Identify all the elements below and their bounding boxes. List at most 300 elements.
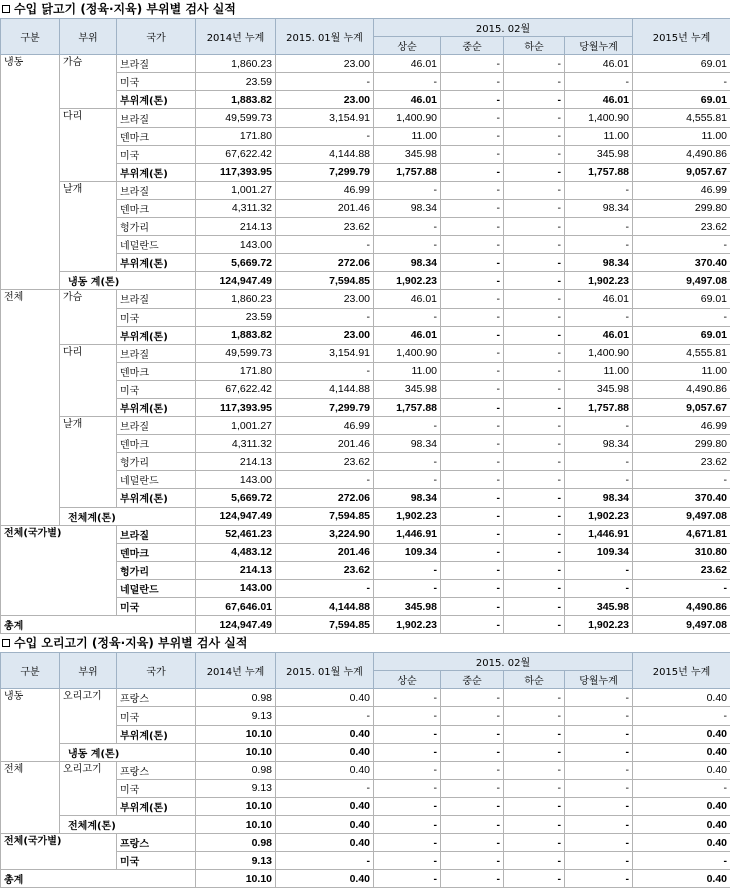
- country-cell: 미국: [117, 852, 196, 870]
- value-cell: 1,446.91: [374, 525, 441, 543]
- value-cell: -: [504, 308, 565, 326]
- value-cell: -: [504, 870, 565, 888]
- chicken-table-title: 수입 닭고기 (정육·지육) 부위별 검사 실적: [0, 0, 730, 18]
- value-cell: -: [633, 852, 730, 870]
- subtotal-label: 전체계(톤): [60, 507, 196, 525]
- value-cell: -: [565, 417, 633, 435]
- value-cell: -: [565, 561, 633, 579]
- table-row: [1, 870, 730, 888]
- value-cell: 0.98: [196, 761, 276, 779]
- value-cell: 3,154.91: [276, 109, 374, 127]
- value-cell: -: [276, 308, 374, 326]
- value-cell: -: [374, 236, 441, 254]
- value-cell: 0.40: [633, 797, 730, 815]
- value-cell: 23.00: [276, 326, 374, 344]
- value-cell: 0.98: [196, 834, 276, 852]
- category-cell: 냉동: [1, 55, 60, 290]
- value-cell: 69.01: [633, 326, 730, 344]
- table-row: [1, 272, 730, 290]
- table-row: [1, 834, 730, 852]
- value-cell: 1,860.23: [196, 55, 276, 73]
- value-cell: -: [374, 779, 441, 797]
- value-cell: -: [633, 308, 730, 326]
- value-cell: -: [633, 707, 730, 725]
- country-cell: 프랑스: [117, 761, 196, 779]
- value-cell: -: [504, 91, 565, 109]
- value-cell: -: [441, 163, 504, 181]
- value-cell: -: [441, 507, 504, 525]
- value-cell: -: [374, 725, 441, 743]
- value-cell: -: [565, 308, 633, 326]
- table-row: [1, 344, 730, 362]
- value-cell: 117,393.95: [196, 163, 276, 181]
- value-cell: -: [441, 109, 504, 127]
- value-cell: 1,902.23: [374, 507, 441, 525]
- value-cell: -: [504, 797, 565, 815]
- value-cell: -: [504, 127, 565, 145]
- header-mid: 중순: [441, 671, 504, 689]
- value-cell: -: [504, 163, 565, 181]
- value-cell: -: [504, 145, 565, 163]
- value-cell: -: [441, 598, 504, 616]
- table-row: [1, 816, 730, 834]
- value-cell: -: [441, 181, 504, 199]
- value-cell: 10.10: [196, 816, 276, 834]
- value-cell: 1,001.27: [196, 417, 276, 435]
- value-cell: -: [504, 181, 565, 199]
- value-cell: 1,757.88: [374, 163, 441, 181]
- value-cell: 98.34: [374, 435, 441, 453]
- value-cell: -: [504, 761, 565, 779]
- value-cell: -: [565, 725, 633, 743]
- value-cell: 46.01: [374, 326, 441, 344]
- value-cell: 23.62: [276, 218, 374, 236]
- country-cell: 덴마크: [117, 127, 196, 145]
- value-cell: 69.01: [633, 290, 730, 308]
- value-cell: -: [441, 579, 504, 597]
- value-cell: 3,154.91: [276, 344, 374, 362]
- value-cell: -: [441, 308, 504, 326]
- value-cell: 299.80: [633, 435, 730, 453]
- value-cell: -: [504, 689, 565, 707]
- value-cell: -: [633, 579, 730, 597]
- value-cell: -: [441, 471, 504, 489]
- value-cell: 4,555.81: [633, 109, 730, 127]
- header-2015-jan-cumulative: 2015. 01월 누계: [276, 19, 374, 55]
- value-cell: 98.34: [374, 254, 441, 272]
- value-cell: 69.01: [633, 91, 730, 109]
- header-2014-cumulative: 2014년 누계: [196, 653, 276, 689]
- value-cell: 1,902.23: [374, 616, 441, 634]
- value-cell: -: [374, 743, 441, 761]
- value-cell: 124,947.49: [196, 507, 276, 525]
- value-cell: 0.40: [276, 797, 374, 815]
- value-cell: 201.46: [276, 435, 374, 453]
- value-cell: -: [504, 725, 565, 743]
- value-cell: -: [374, 471, 441, 489]
- country-cell: 네덜란드: [117, 236, 196, 254]
- subtotal-label: 전체계(톤): [60, 816, 196, 834]
- value-cell: 49,599.73: [196, 344, 276, 362]
- part-cell: 날개: [60, 417, 117, 507]
- value-cell: 272.06: [276, 489, 374, 507]
- value-cell: -: [276, 579, 374, 597]
- value-cell: -: [441, 453, 504, 471]
- value-cell: 4,555.81: [633, 344, 730, 362]
- table-row: [1, 689, 730, 707]
- value-cell: -: [441, 797, 504, 815]
- header-month-cumulative: 당월누계: [565, 37, 633, 55]
- part-subtotal-label: 부위계(톤): [117, 254, 196, 272]
- value-cell: -: [504, 616, 565, 634]
- value-cell: -: [504, 55, 565, 73]
- value-cell: -: [374, 834, 441, 852]
- value-cell: -: [276, 236, 374, 254]
- value-cell: 11.00: [633, 127, 730, 145]
- value-cell: -: [374, 181, 441, 199]
- value-cell: -: [276, 707, 374, 725]
- country-cell: 프랑스: [117, 834, 196, 852]
- value-cell: -: [374, 453, 441, 471]
- category-cell: 냉동: [1, 689, 60, 761]
- value-cell: 143.00: [196, 579, 276, 597]
- value-cell: -: [565, 797, 633, 815]
- value-cell: 98.34: [565, 435, 633, 453]
- country-cell: 네덜란드: [117, 579, 196, 597]
- value-cell: -: [504, 344, 565, 362]
- value-cell: 1,902.23: [565, 507, 633, 525]
- table-row: [1, 417, 730, 435]
- value-cell: 5,669.72: [196, 254, 276, 272]
- value-cell: 214.13: [196, 218, 276, 236]
- value-cell: 4,311.32: [196, 435, 276, 453]
- value-cell: 214.13: [196, 561, 276, 579]
- value-cell: -: [633, 779, 730, 797]
- value-cell: 109.34: [374, 543, 441, 561]
- part-subtotal-label: 부위계(톤): [117, 489, 196, 507]
- value-cell: 1,902.23: [565, 616, 633, 634]
- value-cell: -: [504, 254, 565, 272]
- header-2015-feb: 2015. 02월: [374, 653, 633, 671]
- value-cell: 52,461.23: [196, 525, 276, 543]
- value-cell: 1,757.88: [565, 163, 633, 181]
- value-cell: 10.10: [196, 797, 276, 815]
- country-cell: 미국: [117, 145, 196, 163]
- chicken-inspection-table: [0, 18, 730, 634]
- value-cell: -: [374, 707, 441, 725]
- value-cell: -: [441, 689, 504, 707]
- value-cell: -: [374, 816, 441, 834]
- value-cell: -: [441, 272, 504, 290]
- value-cell: -: [374, 761, 441, 779]
- part-subtotal-label: 부위계(톤): [117, 91, 196, 109]
- value-cell: -: [374, 579, 441, 597]
- value-cell: -: [565, 870, 633, 888]
- value-cell: -: [565, 218, 633, 236]
- value-cell: 46.99: [276, 181, 374, 199]
- value-cell: 4,311.32: [196, 199, 276, 217]
- header-2015-cumulative: 2015년 누계: [633, 653, 730, 689]
- country-cell: 브라질: [117, 109, 196, 127]
- value-cell: 0.40: [633, 689, 730, 707]
- value-cell: -: [504, 73, 565, 91]
- country-cell: 미국: [117, 73, 196, 91]
- value-cell: 1,757.88: [565, 398, 633, 416]
- value-cell: -: [441, 199, 504, 217]
- value-cell: -: [441, 326, 504, 344]
- value-cell: -: [374, 218, 441, 236]
- category-cell: 전체(국가별): [1, 834, 117, 870]
- value-cell: -: [565, 689, 633, 707]
- country-cell: 덴마크: [117, 435, 196, 453]
- value-cell: 11.00: [374, 362, 441, 380]
- value-cell: -: [504, 543, 565, 561]
- value-cell: 109.34: [565, 543, 633, 561]
- table-row: [1, 761, 730, 779]
- country-cell: 브라질: [117, 525, 196, 543]
- grand-total-label: 총계: [1, 616, 196, 634]
- value-cell: 345.98: [374, 598, 441, 616]
- value-cell: 46.01: [374, 290, 441, 308]
- value-cell: 49,599.73: [196, 109, 276, 127]
- value-cell: 0.40: [633, 834, 730, 852]
- value-cell: -: [565, 181, 633, 199]
- value-cell: 7,594.85: [276, 507, 374, 525]
- part-cell: 날개: [60, 181, 117, 271]
- value-cell: 7,594.85: [276, 616, 374, 634]
- value-cell: 46.01: [565, 91, 633, 109]
- value-cell: -: [374, 417, 441, 435]
- part-subtotal-label: 부위계(톤): [117, 725, 196, 743]
- value-cell: 214.13: [196, 453, 276, 471]
- value-cell: 310.80: [633, 543, 730, 561]
- value-cell: 0.40: [276, 743, 374, 761]
- value-cell: -: [276, 779, 374, 797]
- value-cell: -: [504, 199, 565, 217]
- table-row: [1, 290, 730, 308]
- value-cell: -: [504, 362, 565, 380]
- value-cell: -: [504, 779, 565, 797]
- value-cell: 4,144.88: [276, 380, 374, 398]
- value-cell: 0.40: [276, 834, 374, 852]
- value-cell: -: [374, 308, 441, 326]
- value-cell: 0.40: [633, 725, 730, 743]
- value-cell: -: [565, 779, 633, 797]
- value-cell: 4,144.88: [276, 145, 374, 163]
- value-cell: 23.62: [633, 561, 730, 579]
- value-cell: -: [441, 145, 504, 163]
- value-cell: 98.34: [565, 199, 633, 217]
- value-cell: 1,757.88: [374, 398, 441, 416]
- value-cell: -: [565, 707, 633, 725]
- value-cell: 46.01: [374, 55, 441, 73]
- value-cell: 4,490.86: [633, 598, 730, 616]
- value-cell: -: [441, 543, 504, 561]
- value-cell: -: [504, 380, 565, 398]
- category-cell: 전체: [1, 290, 60, 525]
- value-cell: 124,947.49: [196, 272, 276, 290]
- value-cell: -: [504, 326, 565, 344]
- header-early: 상순: [374, 37, 441, 55]
- header-part: 부위: [60, 653, 117, 689]
- duck-table-body: [1, 689, 730, 888]
- header-category: 구분: [1, 19, 60, 55]
- value-cell: -: [504, 398, 565, 416]
- value-cell: -: [504, 525, 565, 543]
- value-cell: 10.10: [196, 725, 276, 743]
- value-cell: -: [504, 561, 565, 579]
- value-cell: 10.10: [196, 870, 276, 888]
- category-cell: 전체: [1, 761, 60, 833]
- value-cell: 9.13: [196, 852, 276, 870]
- part-cell: 다리: [60, 344, 117, 416]
- value-cell: -: [504, 236, 565, 254]
- value-cell: 1,446.91: [565, 525, 633, 543]
- value-cell: 23.62: [633, 218, 730, 236]
- country-cell: 미국: [117, 380, 196, 398]
- value-cell: 46.99: [633, 181, 730, 199]
- value-cell: 23.00: [276, 55, 374, 73]
- value-cell: 46.99: [633, 417, 730, 435]
- value-cell: -: [441, 127, 504, 145]
- value-cell: -: [565, 834, 633, 852]
- value-cell: 0.40: [276, 816, 374, 834]
- value-cell: 11.00: [374, 127, 441, 145]
- value-cell: -: [565, 236, 633, 254]
- value-cell: -: [441, 489, 504, 507]
- subtotal-label: 냉동 계(톤): [60, 743, 196, 761]
- value-cell: 1,400.90: [565, 344, 633, 362]
- value-cell: 345.98: [374, 380, 441, 398]
- value-cell: -: [441, 73, 504, 91]
- header-late: 하순: [504, 671, 565, 689]
- value-cell: -: [441, 525, 504, 543]
- value-cell: -: [441, 362, 504, 380]
- header-country: 국가: [117, 19, 196, 55]
- value-cell: 23.62: [276, 561, 374, 579]
- value-cell: -: [565, 73, 633, 91]
- value-cell: -: [633, 73, 730, 91]
- value-cell: 98.34: [565, 489, 633, 507]
- value-cell: -: [374, 870, 441, 888]
- value-cell: 0.40: [633, 743, 730, 761]
- country-cell: 덴마크: [117, 362, 196, 380]
- value-cell: 0.40: [633, 816, 730, 834]
- value-cell: -: [565, 743, 633, 761]
- value-cell: -: [504, 435, 565, 453]
- table-row: [1, 743, 730, 761]
- country-cell: 브라질: [117, 55, 196, 73]
- value-cell: -: [504, 507, 565, 525]
- value-cell: -: [504, 218, 565, 236]
- value-cell: -: [276, 471, 374, 489]
- value-cell: 9,057.67: [633, 398, 730, 416]
- duck-inspection-table: [0, 652, 730, 888]
- value-cell: -: [504, 743, 565, 761]
- value-cell: -: [504, 290, 565, 308]
- value-cell: 4,490.86: [633, 380, 730, 398]
- value-cell: 370.40: [633, 489, 730, 507]
- header-part: 부위: [60, 19, 117, 55]
- value-cell: -: [276, 127, 374, 145]
- duck-table-title: 수입 오리고기 (정육·지육) 부위별 검사 실적: [0, 634, 730, 652]
- value-cell: -: [441, 417, 504, 435]
- part-subtotal-label: 부위계(톤): [117, 797, 196, 815]
- value-cell: -: [565, 453, 633, 471]
- value-cell: -: [504, 707, 565, 725]
- value-cell: -: [441, 435, 504, 453]
- value-cell: 201.46: [276, 199, 374, 217]
- header-2014-cumulative: 2014년 누계: [196, 19, 276, 55]
- value-cell: -: [441, 561, 504, 579]
- value-cell: 9.13: [196, 707, 276, 725]
- value-cell: -: [276, 362, 374, 380]
- value-cell: 171.80: [196, 362, 276, 380]
- value-cell: 201.46: [276, 543, 374, 561]
- value-cell: 0.40: [633, 761, 730, 779]
- value-cell: -: [276, 73, 374, 91]
- value-cell: 272.06: [276, 254, 374, 272]
- table-row: [1, 181, 730, 199]
- value-cell: 67,646.01: [196, 598, 276, 616]
- country-cell: 네덜란드: [117, 471, 196, 489]
- value-cell: 4,490.86: [633, 145, 730, 163]
- value-cell: -: [441, 254, 504, 272]
- value-cell: -: [374, 852, 441, 870]
- country-cell: 덴마크: [117, 199, 196, 217]
- value-cell: -: [441, 290, 504, 308]
- value-cell: -: [441, 870, 504, 888]
- value-cell: -: [441, 55, 504, 73]
- value-cell: 23.59: [196, 308, 276, 326]
- value-cell: -: [504, 816, 565, 834]
- header-country: 국가: [117, 653, 196, 689]
- value-cell: 9,497.08: [633, 507, 730, 525]
- country-cell: 미국: [117, 779, 196, 797]
- value-cell: 23.59: [196, 73, 276, 91]
- country-cell: 프랑스: [117, 689, 196, 707]
- value-cell: 0.40: [633, 870, 730, 888]
- value-cell: -: [374, 689, 441, 707]
- value-cell: -: [441, 236, 504, 254]
- country-cell: 헝가리: [117, 453, 196, 471]
- value-cell: 7,299.79: [276, 163, 374, 181]
- value-cell: 1,400.90: [374, 109, 441, 127]
- value-cell: 7,594.85: [276, 272, 374, 290]
- value-cell: -: [441, 707, 504, 725]
- value-cell: -: [441, 852, 504, 870]
- header-2015-feb: 2015. 02월: [374, 19, 633, 37]
- value-cell: 10.10: [196, 743, 276, 761]
- value-cell: -: [374, 797, 441, 815]
- value-cell: 143.00: [196, 236, 276, 254]
- country-cell: 헝가리: [117, 561, 196, 579]
- value-cell: -: [504, 471, 565, 489]
- value-cell: 0.40: [276, 870, 374, 888]
- value-cell: 4,483.12: [196, 543, 276, 561]
- value-cell: 345.98: [565, 380, 633, 398]
- value-cell: 3,224.90: [276, 525, 374, 543]
- value-cell: 46.01: [565, 326, 633, 344]
- value-cell: 0.40: [276, 761, 374, 779]
- value-cell: 98.34: [565, 254, 633, 272]
- value-cell: -: [441, 779, 504, 797]
- country-cell: 미국: [117, 598, 196, 616]
- value-cell: 345.98: [374, 145, 441, 163]
- value-cell: -: [441, 380, 504, 398]
- value-cell: -: [504, 453, 565, 471]
- value-cell: -: [441, 743, 504, 761]
